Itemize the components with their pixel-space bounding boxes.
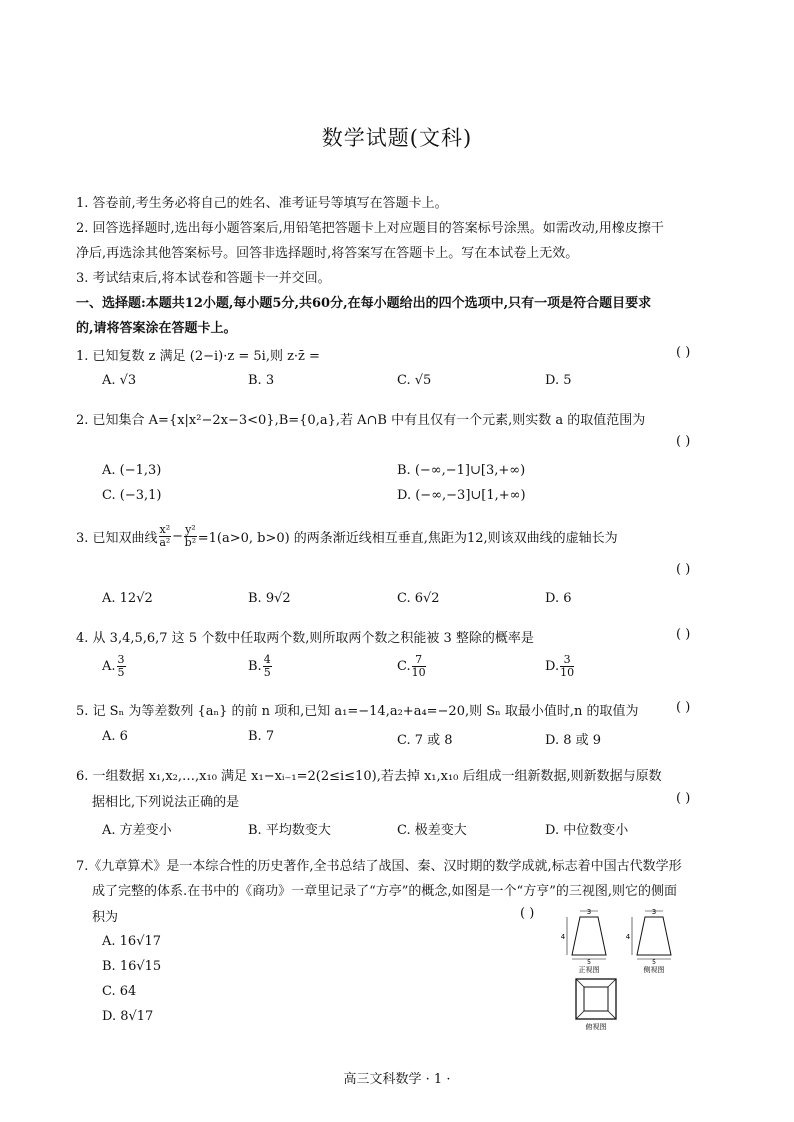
q4-d-num: 3: [560, 654, 574, 667]
q3-fraction-x-num: x²: [159, 523, 171, 536]
q4-option-a[interactable]: [102, 654, 127, 679]
q4-a-label: A.: [102, 659, 116, 674]
q6-option-c[interactable]: C. 极差变大: [397, 823, 467, 838]
answer-paren-5[interactable]: ( ): [676, 700, 691, 715]
q4-c-label: C.: [397, 659, 411, 674]
side-view: [626, 908, 671, 974]
q3-option-d[interactable]: D. 6: [545, 591, 572, 606]
q1-option-c[interactable]: C. √5: [397, 373, 432, 388]
answer-paren-2[interactable]: ( ): [676, 434, 691, 449]
q3-fraction-x: [159, 524, 172, 549]
q7-option-b[interactable]: B. 16√15: [102, 959, 162, 974]
q4-b-den: 5: [263, 666, 271, 679]
side-top-dim: 3: [651, 908, 657, 916]
question-1: 1. 已知复数 z 满足 (2−i)·z = 5i,则 z·z̄ =: [76, 349, 320, 364]
question-7-cont2: 积为: [92, 910, 119, 925]
top-view-label: 俯视图: [585, 1023, 607, 1031]
side-bottom-dim: 5: [652, 959, 656, 966]
q4-a-fraction: [117, 654, 126, 679]
section-heading: 一、选择题:本题共12小题,每小题5分,共60分,在每小题给出的四个选项中,只有一项是符合题目要求: [76, 296, 652, 311]
instruction-3: 3. 考试结束后,将本试卷和答题卡一并交回。: [76, 271, 331, 286]
q6-option-b[interactable]: B. 平均数变大: [248, 823, 331, 838]
front-view: [561, 908, 606, 974]
q3-option-a[interactable]: A. 12√2: [102, 591, 153, 606]
q2-option-c[interactable]: C. (−3,1): [102, 488, 162, 503]
q3-minus: −: [172, 529, 184, 544]
q3-option-c[interactable]: C. 6√2: [397, 591, 440, 606]
q4-a-den: 5: [117, 666, 125, 679]
front-height-dim: 4: [560, 933, 566, 941]
question-7: 7.《九章算术》是一本综合性的历史著作,全书总结了战国、秦、汉时期的数学成就,标志着中国古代数学形: [76, 859, 682, 874]
q4-d-fraction: [560, 654, 574, 679]
q7-option-a[interactable]: A. 16√17: [102, 934, 162, 949]
front-view-label: 正视图: [578, 966, 600, 974]
q4-option-c[interactable]: [397, 654, 427, 679]
question-7-cont: 成了完整的体系.在书中的《商功》一章里记录了“方亭”的概念,如图是一个“方亨”的三视图,则它的侧面: [92, 884, 677, 899]
q6-option-d[interactable]: D. 中位数变小: [545, 823, 629, 838]
q2-option-a[interactable]: A. (−1,3): [102, 463, 162, 478]
question-6: 6. 一组数据 x₁,x₂,…,x₁₀ 满足 x₁−xᵢ₋₁=2(2≤i≤10),若去掉 x₁,x₁₀ 后组成一组新数据,则新数据与原数: [76, 769, 662, 784]
front-top-dim: 3: [586, 908, 592, 916]
instruction-2-cont: 净后,再选涂其他答案标号。回答非选择题时,将答案写在答题卡上。写在本试卷上无效。: [76, 246, 579, 261]
answer-paren-4[interactable]: ( ): [676, 627, 691, 642]
q3-fraction-x-den: a²: [159, 536, 171, 549]
q7-option-d[interactable]: D. 8√17: [102, 1009, 154, 1024]
top-view: [576, 979, 616, 1031]
q1-option-b[interactable]: B. 3: [248, 373, 275, 388]
q4-b-label: B.: [248, 659, 262, 674]
q4-d-den: 10: [560, 666, 575, 679]
q4-d-label: D.: [545, 659, 560, 674]
side-view-label: 侧视图: [643, 966, 665, 974]
question-5: 5. 记 Sₙ 为等差数列 {aₙ} 的前 n 项和,已知 a₁=−14,a₂+a₄=−20,则 Sₙ 取最小值时,n 的取值为: [76, 704, 639, 719]
q4-b-fraction: [263, 654, 272, 679]
q5-option-b[interactable]: B. 7: [248, 729, 275, 744]
q4-b-num: 4: [263, 653, 271, 666]
q7-option-c[interactable]: C. 64: [102, 984, 137, 999]
page-title: 数学试题(文科): [321, 126, 473, 150]
q3-fraction-y-den: b²: [184, 536, 197, 549]
answer-paren-6[interactable]: ( ): [676, 791, 691, 806]
q5-option-a[interactable]: A. 6: [102, 729, 128, 744]
answer-paren-7[interactable]: ( ): [520, 906, 535, 921]
q4-option-b[interactable]: [248, 654, 273, 679]
question-4: 4. 从 3,4,5,6,7 这 5 个数中任取两个数,则所取两个数之积能被 3 整除的概率是: [76, 631, 534, 646]
three-view-figure: [560, 905, 700, 1045]
q5-option-d[interactable]: D. 8 或 9: [545, 733, 602, 748]
page-footer: 高三文科数学 · 1 ·: [343, 1072, 451, 1087]
side-height-dim: 4: [625, 933, 631, 941]
q3-suffix: =1(a>0, b>0) 的两条渐近线相互垂直,焦距为12,则该双曲线的虚轴长为: [197, 531, 618, 546]
front-bottom-dim: 5: [587, 959, 591, 966]
q1-option-d[interactable]: D. 5: [545, 373, 572, 388]
q2-option-b[interactable]: B. (−∞,−1]∪[3,+∞): [397, 463, 526, 478]
question-2: 2. 已知集合 A={x|x²−2x−3<0},B={0,a},若 A∩B 中有且仅有一个元素,则实数 a 的取值范围为: [76, 413, 646, 428]
q4-c-den: 10: [411, 666, 426, 679]
q3-option-b[interactable]: B. 9√2: [248, 591, 291, 606]
q6-option-a[interactable]: A. 方差变小: [102, 823, 172, 838]
q5-option-c[interactable]: C. 7 或 8: [397, 733, 453, 748]
q2-option-d[interactable]: D. (−∞,−3]∪[1,+∞): [397, 488, 526, 503]
q1-option-a[interactable]: A. √3: [102, 373, 137, 388]
question-3: [76, 524, 618, 549]
instruction-1: 1. 答卷前,考生务必将自己的姓名、准考证号等填写在答题卡上。: [76, 196, 448, 211]
answer-paren-1[interactable]: ( ): [676, 345, 691, 360]
instruction-2: 2. 回答选择题时,选出每小题答案后,用铅笔把答题卡上对应题目的答案标号涂黑。如需改动,用橡皮擦干: [76, 221, 664, 236]
q3-fraction-y-num: y²: [185, 523, 196, 536]
section-heading-cont: 的,请将答案涂在答题卡上。: [76, 321, 237, 336]
q4-c-num: 7: [412, 654, 426, 667]
q3-fraction-y: [184, 524, 197, 549]
q3-prefix: 3. 已知双曲线: [76, 531, 158, 546]
q4-c-fraction: [412, 654, 426, 679]
q4-a-num: 3: [117, 653, 125, 666]
q4-option-d[interactable]: [545, 654, 575, 679]
question-6-cont: 据相比,下列说法正确的是: [92, 795, 240, 810]
answer-paren-3[interactable]: ( ): [676, 562, 691, 577]
